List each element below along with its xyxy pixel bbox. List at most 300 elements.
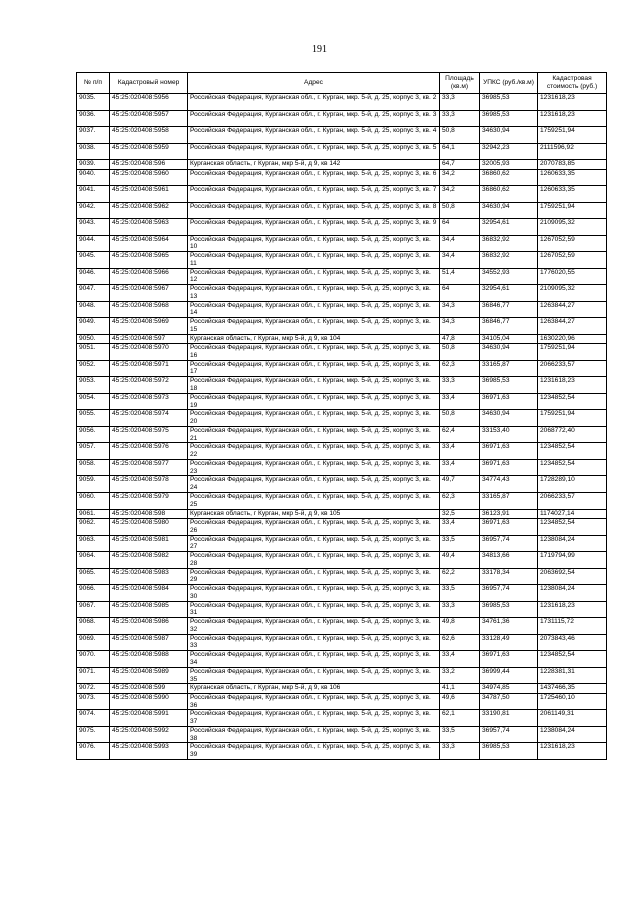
cadastral-number-cell: 45:25:020408:5977 <box>110 459 188 476</box>
upks-cell: 36971,63 <box>480 519 538 536</box>
area-cell: 50,8 <box>440 344 480 361</box>
area-cell: 62,1 <box>440 710 480 727</box>
table-row <box>77 143 607 160</box>
row-number-cell: 9041. <box>77 186 110 203</box>
upks-cell: 36985,53 <box>480 94 538 111</box>
table-header-row <box>77 73 607 94</box>
address-cell: Российская Федерация, Курганская обл., г. Курган, мкр. 5-й, д. 25, корпус 3, кв. 21 <box>188 426 440 443</box>
upks-cell: 36985,53 <box>480 110 538 127</box>
cadastral-value-cell: 1231618,23 <box>538 601 607 618</box>
row-number-cell: 9049. <box>77 318 110 335</box>
table-row <box>77 601 607 618</box>
area-cell: 64 <box>440 219 480 236</box>
row-number-cell: 9060. <box>77 492 110 509</box>
header-cadastral-number: Кадастровый номер <box>110 73 188 94</box>
table-row <box>77 535 607 552</box>
cadastral-number-cell: 45:25:020408:5981 <box>110 535 188 552</box>
table-row <box>77 443 607 460</box>
cadastral-value-cell: 1437466,35 <box>538 684 607 694</box>
upks-cell: 36971,63 <box>480 651 538 668</box>
row-number-cell: 9068. <box>77 618 110 635</box>
cadastral-number-cell: 45:25:020408:5960 <box>110 169 188 186</box>
table-row <box>77 186 607 203</box>
cadastral-number-cell: 45:25:020408:5987 <box>110 634 188 651</box>
cadastral-number-cell: 45:25:020408:5991 <box>110 710 188 727</box>
row-number-cell: 9039. <box>77 160 110 170</box>
cadastral-value-cell: 2073843,46 <box>538 634 607 651</box>
cadastral-number-cell: 45:25:020408:5966 <box>110 268 188 285</box>
cadastral-number-cell: 45:25:020408:5986 <box>110 618 188 635</box>
address-cell: Российская Федерация, Курганская обл., г. Курган, мкр. 5-й, д. 25, корпус 3, кв. 36 <box>188 693 440 710</box>
area-cell: 32,5 <box>440 509 480 519</box>
upks-cell: 36971,63 <box>480 393 538 410</box>
row-number-cell: 9070. <box>77 651 110 668</box>
cadastral-value-cell: 1234852,54 <box>538 443 607 460</box>
upks-cell: 36971,63 <box>480 459 538 476</box>
cadastral-number-cell: 45:25:020408:5982 <box>110 552 188 569</box>
area-cell: 34,3 <box>440 318 480 335</box>
table-row <box>77 509 607 519</box>
row-number-cell: 9050. <box>77 334 110 344</box>
address-cell: Российская Федерация, Курганская обл., г. Курган, мкр. 5-й, д. 25, корпус 3, кв. 13 <box>188 285 440 302</box>
area-cell: 33,5 <box>440 585 480 602</box>
area-cell: 34,2 <box>440 169 480 186</box>
table-row <box>77 519 607 536</box>
cadastral-value-cell: 1759251,94 <box>538 410 607 427</box>
cadastral-value-cell: 2066233,57 <box>538 492 607 509</box>
address-cell: Российская Федерация, Курганская обл., г. Курган, мкр. 5-й, д. 25, корпус 3, кв. 24 <box>188 476 440 493</box>
row-number-cell: 9036. <box>77 110 110 127</box>
upks-cell: 36999,44 <box>480 667 538 684</box>
cadastral-number-cell: 45:25:020408:5973 <box>110 393 188 410</box>
table-row <box>77 202 607 219</box>
header-address: Адрес <box>188 73 440 94</box>
upks-cell: 33153,40 <box>480 426 538 443</box>
cadastral-value-cell: 1776020,55 <box>538 268 607 285</box>
cadastral-number-cell: 45:25:020408:5983 <box>110 568 188 585</box>
cadastral-value-cell: 1231618,23 <box>538 377 607 394</box>
row-number-cell: 9048. <box>77 301 110 318</box>
area-cell: 33,3 <box>440 94 480 111</box>
table-body <box>77 94 607 760</box>
row-number-cell: 9064. <box>77 552 110 569</box>
table-row <box>77 552 607 569</box>
cadastral-number-cell: 45:25:020408:598 <box>110 509 188 519</box>
row-number-cell: 9037. <box>77 127 110 144</box>
table-row <box>77 743 607 760</box>
address-cell: Российская Федерация, Курганская обл., г. Курган, мкр. 5-й, д. 25, корпус 3, кв. 16 <box>188 344 440 361</box>
row-number-cell: 9046. <box>77 268 110 285</box>
table-row <box>77 285 607 302</box>
upks-cell: 33178,34 <box>480 568 538 585</box>
cadastral-value-cell: 1630220,96 <box>538 334 607 344</box>
address-cell: Российская Федерация, Курганская обл., г. Курган, мкр. 5-й, д. 25, корпус 3, кв. 29 <box>188 568 440 585</box>
table-row <box>77 710 607 727</box>
table-row <box>77 160 607 170</box>
upks-cell: 33128,49 <box>480 634 538 651</box>
upks-cell: 36957,74 <box>480 535 538 552</box>
upks-cell: 32942,23 <box>480 143 538 160</box>
address-cell: Российская Федерация, Курганская обл., г. Курган, мкр. 5-й, д. 25, корпус 3, кв. 15 <box>188 318 440 335</box>
row-number-cell: 9076. <box>77 743 110 760</box>
address-cell: Российская Федерация, Курганская обл., г. Курган, мкр. 5-й, д. 25, корпус 3, кв. 35 <box>188 667 440 684</box>
row-number-cell: 9053. <box>77 377 110 394</box>
table-row <box>77 651 607 668</box>
area-cell: 33,4 <box>440 651 480 668</box>
row-number-cell: 9040. <box>77 169 110 186</box>
row-number-cell: 9038. <box>77 143 110 160</box>
row-number-cell: 9072. <box>77 684 110 694</box>
address-cell: Российская Федерация, Курганская обл., г. Курган, мкр. 5-й, д. 25, корпус 3, кв. 17 <box>188 360 440 377</box>
table-row <box>77 585 607 602</box>
address-cell: Российская Федерация, Курганская обл., г. Курган, мкр. 5-й, д. 25, корпус 3, кв. 8 <box>188 202 440 219</box>
cadastral-value-cell: 1234852,54 <box>538 519 607 536</box>
address-cell: Российская Федерация, Курганская обл., г. Курган, мкр. 5-й, д. 25, корпус 3, кв. 14 <box>188 301 440 318</box>
cadastral-number-cell: 45:25:020408:596 <box>110 160 188 170</box>
page-number: 191 <box>312 44 327 55</box>
area-cell: 64,1 <box>440 143 480 160</box>
table-row <box>77 377 607 394</box>
cadastral-number-cell: 45:25:020408:5985 <box>110 601 188 618</box>
cadastral-value-cell: 1759251,94 <box>538 202 607 219</box>
address-cell: Курганская область, г Курган, мкр 5-й, д 9, кв 142 <box>188 160 440 170</box>
row-number-cell: 9055. <box>77 410 110 427</box>
cadastral-number-cell: 45:25:020408:5976 <box>110 443 188 460</box>
row-number-cell: 9063. <box>77 535 110 552</box>
cadastral-number-cell: 45:25:020408:5958 <box>110 127 188 144</box>
cadastral-number-cell: 45:25:020408:5980 <box>110 519 188 536</box>
cadastral-number-cell: 45:25:020408:5975 <box>110 426 188 443</box>
upks-cell: 34813,66 <box>480 552 538 569</box>
header-cadastral-value: Кадастровая стоимость (руб.) <box>538 73 607 94</box>
address-cell: Российская Федерация, Курганская обл., г. Курган, мкр. 5-й, д. 25, корпус 3, кв. 30 <box>188 585 440 602</box>
cadastral-number-cell: 45:25:020408:5993 <box>110 743 188 760</box>
table-row <box>77 301 607 318</box>
cadastral-number-cell: 45:25:020408:5956 <box>110 94 188 111</box>
table-row <box>77 459 607 476</box>
address-cell: Российская Федерация, Курганская обл., г. Курган, мкр. 5-й, д. 25, корпус 3, кв. 3 <box>188 110 440 127</box>
cadastral-number-cell: 45:25:020408:5964 <box>110 235 188 252</box>
address-cell: Российская Федерация, Курганская обл., г. Курган, мкр. 5-й, д. 25, корпус 3, кв. 31 <box>188 601 440 618</box>
cadastral-number-cell: 45:25:020408:597 <box>110 334 188 344</box>
table-row <box>77 492 607 509</box>
address-cell: Российская Федерация, Курганская обл., г. Курган, мкр. 5-й, д. 25, корпус 3, кв. 23 <box>188 459 440 476</box>
upks-cell: 34630,94 <box>480 410 538 427</box>
cadastral-number-cell: 45:25:020408:5968 <box>110 301 188 318</box>
area-cell: 49,4 <box>440 552 480 569</box>
area-cell: 33,4 <box>440 459 480 476</box>
cadastral-value-cell: 1238084,24 <box>538 585 607 602</box>
row-number-cell: 9051. <box>77 344 110 361</box>
upks-cell: 34630,94 <box>480 127 538 144</box>
address-cell: Курганская область, г Курган, мкр 5-й, д 9, кв 106 <box>188 684 440 694</box>
address-cell: Российская Федерация, Курганская обл., г. Курган, мкр. 5-й, д. 25, корпус 3, кв. 37 <box>188 710 440 727</box>
row-number-cell: 9071. <box>77 667 110 684</box>
table-row <box>77 618 607 635</box>
address-cell: Курганская область, г Курган, мкр 5-й, д 9, кв 105 <box>188 509 440 519</box>
cadastral-value-cell: 1267052,59 <box>538 235 607 252</box>
address-cell: Российская Федерация, Курганская обл., г. Курган, мкр. 5-й, д. 25, корпус 3, кв. 6 <box>188 169 440 186</box>
cadastral-number-cell: 45:25:020408:5962 <box>110 202 188 219</box>
cadastral-value-cell: 1759251,94 <box>538 127 607 144</box>
row-number-cell: 9056. <box>77 426 110 443</box>
cadastral-number-cell: 45:25:020408:5967 <box>110 285 188 302</box>
row-number-cell: 9062. <box>77 519 110 536</box>
cadastral-value-cell: 1263844,27 <box>538 301 607 318</box>
area-cell: 33,3 <box>440 110 480 127</box>
upks-cell: 32954,61 <box>480 285 538 302</box>
cadastral-value-cell: 1174027,14 <box>538 509 607 519</box>
table-row <box>77 476 607 493</box>
cadastral-value-cell: 1725460,10 <box>538 693 607 710</box>
row-number-cell: 9061. <box>77 509 110 519</box>
row-number-cell: 9052. <box>77 360 110 377</box>
row-number-cell: 9035. <box>77 94 110 111</box>
table-row <box>77 426 607 443</box>
area-cell: 33,4 <box>440 443 480 460</box>
table-row <box>77 360 607 377</box>
row-number-cell: 9042. <box>77 202 110 219</box>
cadastral-number-cell: 45:25:020408:5990 <box>110 693 188 710</box>
area-cell: 34,3 <box>440 301 480 318</box>
cadastral-value-cell: 1719794,99 <box>538 552 607 569</box>
address-cell: Российская Федерация, Курганская обл., г. Курган, мкр. 5-й, д. 25, корпус 3, кв. 25 <box>188 492 440 509</box>
address-cell: Российская Федерация, Курганская обл., г. Курган, мкр. 5-й, д. 25, корпус 3, кв. 4 <box>188 127 440 144</box>
cadastral-value-cell: 1238084,24 <box>538 726 607 743</box>
area-cell: 50,8 <box>440 202 480 219</box>
area-cell: 33,2 <box>440 667 480 684</box>
upks-cell: 36832,92 <box>480 252 538 269</box>
row-number-cell: 9074. <box>77 710 110 727</box>
table-row <box>77 393 607 410</box>
cadastral-value-cell: 2070783,85 <box>538 160 607 170</box>
cadastral-value-cell: 1759251,94 <box>538 344 607 361</box>
cadastral-value-cell: 2068772,40 <box>538 426 607 443</box>
address-cell: Российская Федерация, Курганская обл., г. Курган, мкр. 5-й, д. 25, корпус 3, кв. 5 <box>188 143 440 160</box>
cadastral-number-cell: 45:25:020408:5970 <box>110 344 188 361</box>
cadastral-value-cell: 1231618,23 <box>538 94 607 111</box>
row-number-cell: 9067. <box>77 601 110 618</box>
cadastral-value-cell: 2066233,57 <box>538 360 607 377</box>
upks-cell: 36957,74 <box>480 726 538 743</box>
table-row <box>77 693 607 710</box>
cadastral-number-cell: 45:25:020408:5972 <box>110 377 188 394</box>
row-number-cell: 9044. <box>77 235 110 252</box>
address-cell: Российская Федерация, Курганская обл., г. Курган, мкр. 5-й, д. 25, корпус 3, кв. 32 <box>188 618 440 635</box>
area-cell: 34,2 <box>440 186 480 203</box>
row-number-cell: 9066. <box>77 585 110 602</box>
address-cell: Российская Федерация, Курганская обл., г. Курган, мкр. 5-й, д. 25, корпус 3, кв. 27 <box>188 535 440 552</box>
upks-cell: 34630,94 <box>480 344 538 361</box>
cadastral-value-cell: 1267052,59 <box>538 252 607 269</box>
cadastral-value-cell: 1234852,54 <box>538 459 607 476</box>
upks-cell: 32005,93 <box>480 160 538 170</box>
upks-cell: 33190,81 <box>480 710 538 727</box>
area-cell: 33,3 <box>440 377 480 394</box>
table-row <box>77 219 607 236</box>
row-number-cell: 9058. <box>77 459 110 476</box>
upks-cell: 34761,36 <box>480 618 538 635</box>
upks-cell: 33165,87 <box>480 492 538 509</box>
upks-cell: 32954,61 <box>480 219 538 236</box>
upks-cell: 34630,94 <box>480 202 538 219</box>
cadastral-number-cell: 45:25:020408:5965 <box>110 252 188 269</box>
address-cell: Российская Федерация, Курганская обл., г. Курган, мкр. 5-й, д. 25, корпус 3, кв. 33 <box>188 634 440 651</box>
header-row-number: № п/п <box>77 73 110 94</box>
area-cell: 33,3 <box>440 601 480 618</box>
address-cell: Российская Федерация, Курганская обл., г. Курган, мкр. 5-й, д. 25, корпус 3, кв. 18 <box>188 377 440 394</box>
upks-cell: 36846,77 <box>480 301 538 318</box>
area-cell: 64 <box>440 285 480 302</box>
address-cell: Российская Федерация, Курганская обл., г. Курган, мкр. 5-й, д. 25, корпус 3, кв. 28 <box>188 552 440 569</box>
upks-cell: 36860,62 <box>480 186 538 203</box>
cadastral-value-cell: 1228381,31 <box>538 667 607 684</box>
cadastral-number-cell: 45:25:020408:5979 <box>110 492 188 509</box>
table-row <box>77 235 607 252</box>
area-cell: 47,8 <box>440 334 480 344</box>
table-row <box>77 344 607 361</box>
upks-cell: 34552,93 <box>480 268 538 285</box>
upks-cell: 36832,92 <box>480 235 538 252</box>
cadastral-value-table <box>76 72 607 760</box>
address-cell: Российская Федерация, Курганская обл., г. Курган, мкр. 5-й, д. 25, корпус 3, кв. 26 <box>188 519 440 536</box>
address-cell: Курганская область, г Курган, мкр 5-й, д 9, кв 104 <box>188 334 440 344</box>
cadastral-value-cell: 1260633,35 <box>538 169 607 186</box>
area-cell: 62,3 <box>440 492 480 509</box>
cadastral-value-cell: 1234852,54 <box>538 651 607 668</box>
row-number-cell: 9075. <box>77 726 110 743</box>
cadastral-value-cell: 2111596,92 <box>538 143 607 160</box>
cadastral-value-cell: 1260633,35 <box>538 186 607 203</box>
address-cell: Российская Федерация, Курганская обл., г. Курган, мкр. 5-й, д. 25, корпус 3, кв. 11 <box>188 252 440 269</box>
area-cell: 51,4 <box>440 268 480 285</box>
area-cell: 34,4 <box>440 235 480 252</box>
row-number-cell: 9073. <box>77 693 110 710</box>
area-cell: 64,7 <box>440 160 480 170</box>
area-cell: 62,6 <box>440 634 480 651</box>
area-cell: 50,8 <box>440 410 480 427</box>
upks-cell: 36123,91 <box>480 509 538 519</box>
cadastral-value-cell: 1263844,27 <box>538 318 607 335</box>
cadastral-number-cell: 45:25:020408:5963 <box>110 219 188 236</box>
cadastral-value-cell: 2109095,32 <box>538 219 607 236</box>
area-cell: 33,5 <box>440 535 480 552</box>
upks-cell: 36971,63 <box>480 443 538 460</box>
row-number-cell: 9043. <box>77 219 110 236</box>
row-number-cell: 9057. <box>77 443 110 460</box>
area-cell: 34,4 <box>440 252 480 269</box>
upks-cell: 36860,62 <box>480 169 538 186</box>
cadastral-number-cell: 45:25:020408:5984 <box>110 585 188 602</box>
cadastral-number-cell: 45:25:020408:5961 <box>110 186 188 203</box>
address-cell: Российская Федерация, Курганская обл., г. Курган, мкр. 5-й, д. 25, корпус 3, кв. 9 <box>188 219 440 236</box>
area-cell: 33,4 <box>440 519 480 536</box>
row-number-cell: 9054. <box>77 393 110 410</box>
table-row <box>77 684 607 694</box>
area-cell: 33,3 <box>440 743 480 760</box>
address-cell: Российская Федерация, Курганская обл., г. Курган, мкр. 5-й, д. 25, корпус 3, кв. 39 <box>188 743 440 760</box>
table-row <box>77 268 607 285</box>
upks-cell: 34787,50 <box>480 693 538 710</box>
table-row <box>77 634 607 651</box>
table-row <box>77 127 607 144</box>
area-cell: 49,7 <box>440 476 480 493</box>
table-row <box>77 252 607 269</box>
header-upks: УПКС (руб./кв.м) <box>480 73 538 94</box>
table-row <box>77 667 607 684</box>
cadastral-number-cell: 45:25:020408:5992 <box>110 726 188 743</box>
upks-cell: 36985,53 <box>480 377 538 394</box>
upks-cell: 36985,53 <box>480 601 538 618</box>
header-area: Площадь (кв.м) <box>440 73 480 94</box>
table-row <box>77 334 607 344</box>
upks-cell: 34974,85 <box>480 684 538 694</box>
address-cell: Российская Федерация, Курганская обл., г. Курган, мкр. 5-й, д. 25, корпус 3, кв. 10 <box>188 235 440 252</box>
table-row <box>77 410 607 427</box>
table-row <box>77 318 607 335</box>
cadastral-value-cell: 1731115,72 <box>538 618 607 635</box>
cadastral-value-cell: 1231618,23 <box>538 110 607 127</box>
table-row <box>77 169 607 186</box>
upks-cell: 34774,43 <box>480 476 538 493</box>
cadastral-number-cell: 45:25:020408:5969 <box>110 318 188 335</box>
address-cell: Российская Федерация, Курганская обл., г. Курган, мкр. 5-й, д. 25, корпус 3, кв. 19 <box>188 393 440 410</box>
cadastral-value-cell: 1238084,24 <box>538 535 607 552</box>
row-number-cell: 9069. <box>77 634 110 651</box>
table-row <box>77 94 607 111</box>
cadastral-value-cell: 2109095,32 <box>538 285 607 302</box>
address-cell: Российская Федерация, Курганская обл., г. Курган, мкр. 5-й, д. 25, корпус 3, кв. 7 <box>188 186 440 203</box>
cadastral-value-cell: 1728289,10 <box>538 476 607 493</box>
area-cell: 41,1 <box>440 684 480 694</box>
cadastral-number-cell: 45:25:020408:5957 <box>110 110 188 127</box>
area-cell: 49,8 <box>440 618 480 635</box>
area-cell: 49,6 <box>440 693 480 710</box>
address-cell: Российская Федерация, Курганская обл., г. Курган, мкр. 5-й, д. 25, корпус 3, кв. 38 <box>188 726 440 743</box>
address-cell: Российская Федерация, Курганская обл., г. Курган, мкр. 5-й, д. 25, корпус 3, кв. 20 <box>188 410 440 427</box>
table-row <box>77 110 607 127</box>
row-number-cell: 9047. <box>77 285 110 302</box>
row-number-cell: 9045. <box>77 252 110 269</box>
area-cell: 50,8 <box>440 127 480 144</box>
area-cell: 62,4 <box>440 426 480 443</box>
cadastral-value-cell: 1234852,54 <box>538 393 607 410</box>
cadastral-number-cell: 45:25:020408:5959 <box>110 143 188 160</box>
cadastral-number-cell: 45:25:020408:5971 <box>110 360 188 377</box>
area-cell: 33,5 <box>440 726 480 743</box>
row-number-cell: 9059. <box>77 476 110 493</box>
address-cell: Российская Федерация, Курганская обл., г. Курган, мкр. 5-й, д. 25, корпус 3, кв. 12 <box>188 268 440 285</box>
area-cell: 62,3 <box>440 360 480 377</box>
cadastral-number-cell: 45:25:020408:5988 <box>110 651 188 668</box>
cadastral-value-cell: 2063692,54 <box>538 568 607 585</box>
row-number-cell: 9065. <box>77 568 110 585</box>
upks-cell: 33165,87 <box>480 360 538 377</box>
address-cell: Российская Федерация, Курганская обл., г. Курган, мкр. 5-й, д. 25, корпус 3, кв. 34 <box>188 651 440 668</box>
upks-cell: 36985,53 <box>480 743 538 760</box>
cadastral-number-cell: 45:25:020408:5978 <box>110 476 188 493</box>
cadastral-value-cell: 1231618,23 <box>538 743 607 760</box>
upks-cell: 34105,04 <box>480 334 538 344</box>
cadastral-number-cell: 45:25:020408:599 <box>110 684 188 694</box>
table-row <box>77 568 607 585</box>
address-cell: Российская Федерация, Курганская обл., г. Курган, мкр. 5-й, д. 25, корпус 3, кв. 2 <box>188 94 440 111</box>
cadastral-number-cell: 45:25:020408:5989 <box>110 667 188 684</box>
area-cell: 33,4 <box>440 393 480 410</box>
cadastral-number-cell: 45:25:020408:5974 <box>110 410 188 427</box>
address-cell: Российская Федерация, Курганская обл., г. Курган, мкр. 5-й, д. 25, корпус 3, кв. 22 <box>188 443 440 460</box>
table-row <box>77 726 607 743</box>
